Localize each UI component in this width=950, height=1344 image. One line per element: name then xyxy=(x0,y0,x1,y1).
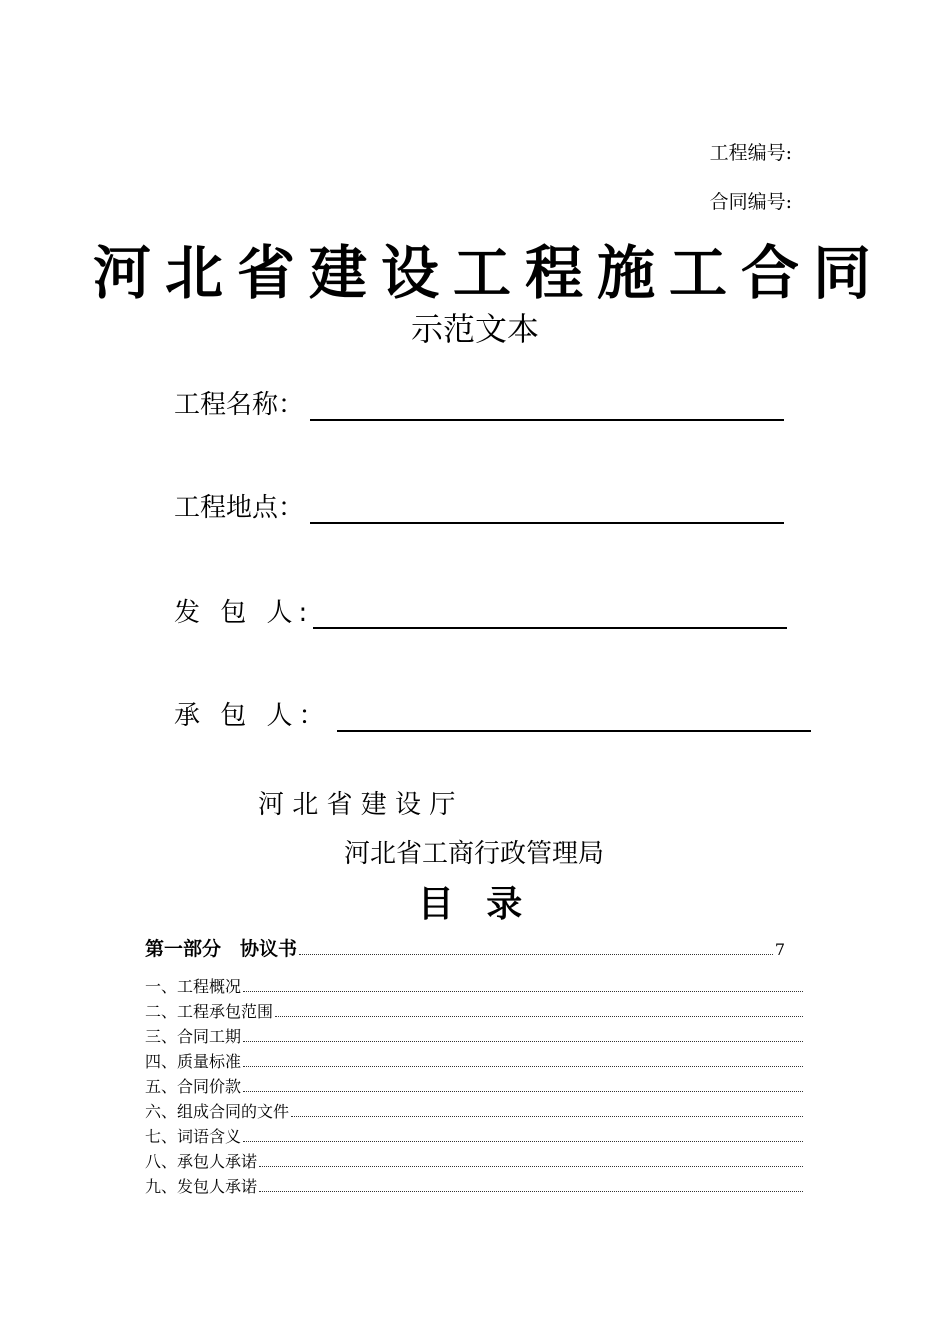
contractor-field xyxy=(174,695,811,732)
toc-dot-leader xyxy=(243,1141,803,1142)
toc-item-label: 三、合同工期 xyxy=(145,1027,242,1046)
toc-dot-leader xyxy=(291,1116,803,1117)
toc-item-label: 二、工程承包范围 xyxy=(145,1002,274,1021)
toc-item[interactable] xyxy=(145,1124,805,1149)
project-number-label: 工程编号: xyxy=(709,142,792,164)
toc-part-entry[interactable] xyxy=(145,934,785,961)
issuer-construction-dept: 河 北 省 建 设 厅 xyxy=(258,790,456,820)
toc-item-label: 四、质量标准 xyxy=(145,1052,242,1071)
toc-dot-leader xyxy=(243,1041,803,1042)
toc-dot-leader xyxy=(259,1191,803,1192)
toc-dot-leader xyxy=(275,1016,803,1017)
toc-dot-leader xyxy=(243,991,803,992)
toc-item-label: 八、承包人承诺 xyxy=(145,1152,258,1171)
employer-field xyxy=(174,592,787,629)
project-location-blank-line xyxy=(310,496,784,524)
toc-dot-leader xyxy=(243,1066,803,1067)
project-location-label: 工程地点： xyxy=(174,493,305,523)
toc-item[interactable] xyxy=(145,999,805,1024)
toc-item-label: 九、发包人承诺 xyxy=(145,1177,258,1196)
toc-item[interactable] xyxy=(145,1024,805,1049)
project-name-field xyxy=(174,384,784,421)
employer-blank-line xyxy=(313,601,787,629)
toc-item[interactable] xyxy=(145,1049,805,1074)
toc-item-label: 七、词语含义 xyxy=(145,1127,242,1146)
toc-item-label: 五、合同价款 xyxy=(145,1077,242,1096)
project-location-field xyxy=(174,487,784,524)
contractor-label: 承 包 人： xyxy=(174,701,331,731)
toc-item[interactable] xyxy=(145,1099,805,1124)
toc-dot-leader xyxy=(243,1091,803,1092)
toc-item[interactable] xyxy=(145,1174,805,1199)
toc-item[interactable] xyxy=(145,974,805,999)
toc-item-label: 一、工程概况 xyxy=(145,977,242,996)
employer-label: 发 包 人: xyxy=(174,598,314,628)
document-subtitle: 示范文本 xyxy=(410,310,539,348)
project-name-blank-line xyxy=(310,393,784,421)
toc-list xyxy=(145,974,805,1199)
project-name-label: 工程名称： xyxy=(174,390,305,420)
contract-number-label: 合同编号: xyxy=(709,191,792,213)
issuer-commerce-bureau: 河北省工商行政管理局 xyxy=(344,839,605,869)
toc-item[interactable] xyxy=(145,1074,805,1099)
toc-item[interactable] xyxy=(145,1149,805,1174)
toc-item-label: 六、组成合同的文件 xyxy=(145,1102,290,1121)
toc-dot-leader xyxy=(299,954,773,955)
contractor-blank-line xyxy=(337,704,811,732)
toc-title: 目 录 xyxy=(417,884,533,925)
toc-part-page: 7 xyxy=(774,940,785,959)
toc-dot-leader xyxy=(259,1166,803,1167)
toc-part-label: 第一部分 协议书 xyxy=(145,938,298,960)
document-title: 河北省建设工程施工合同 xyxy=(92,239,885,307)
